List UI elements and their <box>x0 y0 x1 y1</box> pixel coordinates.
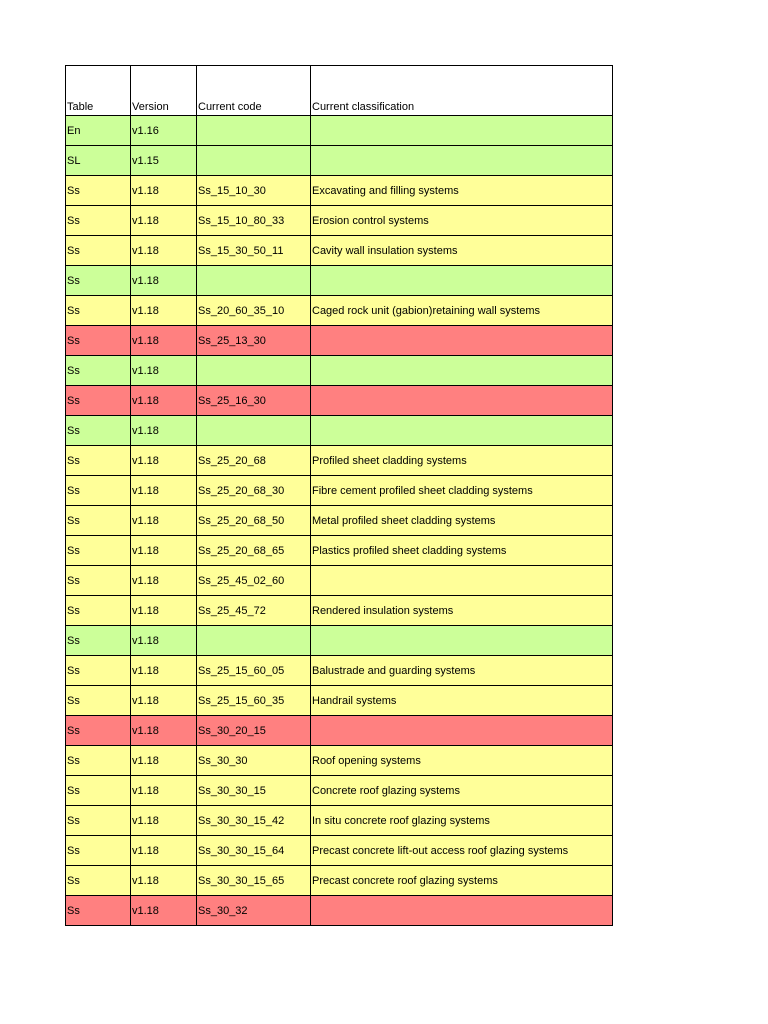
table-row <box>66 416 613 446</box>
cell-version[interactable]: v1.18 <box>131 386 197 416</box>
cell-table[interactable]: SL <box>66 146 131 176</box>
cell-current-classification[interactable] <box>311 116 613 146</box>
table-row <box>66 566 613 596</box>
cell-current-classification[interactable]: Fibre cement profiled sheet cladding systems <box>311 476 613 506</box>
table-row <box>66 686 613 716</box>
cell-table[interactable]: Ss <box>66 356 131 386</box>
header-current-code[interactable]: Current code <box>197 66 311 116</box>
table-row <box>66 386 613 416</box>
cell-current-code[interactable]: Ss_30_30_15_64 <box>197 836 311 866</box>
cell-version[interactable]: v1.15 <box>131 146 197 176</box>
table-row <box>66 866 613 896</box>
cell-version[interactable]: v1.18 <box>131 866 197 896</box>
cell-current-code[interactable]: Ss_25_20_68 <box>197 446 311 476</box>
cell-version[interactable]: v1.18 <box>131 416 197 446</box>
cell-current-classification[interactable]: Roof opening systems <box>311 746 613 776</box>
cell-current-classification[interactable]: Precast concrete roof glazing systems <box>311 866 613 896</box>
cell-table[interactable]: Ss <box>66 206 131 236</box>
cell-version[interactable]: v1.18 <box>131 356 197 386</box>
cell-table[interactable]: Ss <box>66 296 131 326</box>
cell-current-code[interactable]: Ss_20_60_35_10 <box>197 296 311 326</box>
table-body <box>66 116 613 926</box>
cell-current-code[interactable] <box>197 626 311 656</box>
cell-current-classification[interactable] <box>311 326 613 356</box>
cell-current-code[interactable]: Ss_15_10_80_33 <box>197 206 311 236</box>
cell-version[interactable]: v1.18 <box>131 326 197 356</box>
cell-table[interactable]: Ss <box>66 386 131 416</box>
cell-table[interactable]: Ss <box>66 626 131 656</box>
cell-table[interactable]: Ss <box>66 236 131 266</box>
cell-table[interactable]: Ss <box>66 416 131 446</box>
table-row <box>66 536 613 566</box>
cell-current-classification[interactable]: Plastics profiled sheet cladding systems <box>311 536 613 566</box>
cell-current-classification[interactable]: Excavating and filling systems <box>311 176 613 206</box>
cell-current-classification[interactable]: In situ concrete roof glazing systems <box>311 806 613 836</box>
cell-current-classification[interactable] <box>311 266 613 296</box>
cell-version[interactable]: v1.18 <box>131 296 197 326</box>
cell-current-classification[interactable] <box>311 146 613 176</box>
cell-table[interactable]: Ss <box>66 266 131 296</box>
cell-version[interactable]: v1.18 <box>131 446 197 476</box>
cell-current-code[interactable] <box>197 416 311 446</box>
cell-table[interactable]: Ss <box>66 566 131 596</box>
cell-table[interactable]: Ss <box>66 746 131 776</box>
table-row <box>66 626 613 656</box>
header-row <box>66 66 613 116</box>
cell-version[interactable]: v1.18 <box>131 656 197 686</box>
cell-version[interactable]: v1.18 <box>131 626 197 656</box>
table-row <box>66 776 613 806</box>
cell-current-code[interactable]: Ss_25_45_02_60 <box>197 566 311 596</box>
cell-version[interactable]: v1.18 <box>131 176 197 206</box>
cell-current-code[interactable] <box>197 266 311 296</box>
cell-current-code[interactable]: Ss_30_30_15 <box>197 776 311 806</box>
cell-current-classification[interactable]: Concrete roof glazing systems <box>311 776 613 806</box>
cell-current-code[interactable]: Ss_25_20_68_30 <box>197 476 311 506</box>
cell-table[interactable]: Ss <box>66 836 131 866</box>
cell-current-classification[interactable] <box>311 356 613 386</box>
cell-current-code[interactable]: Ss_15_10_30 <box>197 176 311 206</box>
cell-table[interactable]: Ss <box>66 656 131 686</box>
cell-current-classification[interactable] <box>311 386 613 416</box>
table-row <box>66 836 613 866</box>
cell-current-classification[interactable]: Caged rock unit (gabion)retaining wall systems <box>311 296 613 326</box>
cell-current-code[interactable] <box>197 356 311 386</box>
cell-table[interactable]: Ss <box>66 506 131 536</box>
cell-version[interactable]: v1.18 <box>131 806 197 836</box>
cell-version[interactable]: v1.18 <box>131 506 197 536</box>
cell-table[interactable]: Ss <box>66 776 131 806</box>
cell-version[interactable]: v1.18 <box>131 836 197 866</box>
cell-current-code[interactable]: Ss_30_20_15 <box>197 716 311 746</box>
cell-table[interactable]: Ss <box>66 176 131 206</box>
cell-current-code[interactable]: Ss_25_13_30 <box>197 326 311 356</box>
cell-current-code[interactable]: Ss_30_30_15_65 <box>197 866 311 896</box>
cell-table[interactable]: Ss <box>66 536 131 566</box>
cell-table[interactable]: Ss <box>66 806 131 836</box>
table-row <box>66 356 613 386</box>
cell-current-classification[interactable]: Handrail systems <box>311 686 613 716</box>
cell-current-classification[interactable] <box>311 626 613 656</box>
cell-current-code[interactable]: Ss_25_16_30 <box>197 386 311 416</box>
table-row <box>66 176 613 206</box>
table-row <box>66 206 613 236</box>
table-row <box>66 806 613 836</box>
cell-version[interactable]: v1.18 <box>131 716 197 746</box>
cell-current-code[interactable] <box>197 116 311 146</box>
table-row <box>66 236 613 266</box>
cell-version[interactable]: v1.18 <box>131 476 197 506</box>
classification-table <box>65 65 613 926</box>
cell-current-classification[interactable]: Profiled sheet cladding systems <box>311 446 613 476</box>
cell-version[interactable]: v1.18 <box>131 536 197 566</box>
table-row <box>66 596 613 626</box>
cell-current-code[interactable]: Ss_25_20_68_65 <box>197 536 311 566</box>
cell-table[interactable]: En <box>66 116 131 146</box>
table-row <box>66 716 613 746</box>
cell-table[interactable]: Ss <box>66 716 131 746</box>
cell-current-code[interactable]: Ss_15_30_50_11 <box>197 236 311 266</box>
cell-current-code[interactable]: Ss_25_15_60_05 <box>197 656 311 686</box>
table-row <box>66 896 613 926</box>
cell-current-classification[interactable] <box>311 716 613 746</box>
cell-version[interactable]: v1.18 <box>131 596 197 626</box>
cell-version[interactable]: v1.18 <box>131 566 197 596</box>
cell-current-classification[interactable]: Cavity wall insulation systems <box>311 236 613 266</box>
cell-version[interactable]: v1.18 <box>131 236 197 266</box>
table-row <box>66 146 613 176</box>
cell-table[interactable]: Ss <box>66 866 131 896</box>
cell-current-code[interactable]: Ss_30_30_15_42 <box>197 806 311 836</box>
cell-version[interactable]: v1.18 <box>131 266 197 296</box>
cell-current-classification[interactable]: Erosion control systems <box>311 206 613 236</box>
cell-current-code[interactable] <box>197 146 311 176</box>
cell-table[interactable]: Ss <box>66 476 131 506</box>
table-row <box>66 266 613 296</box>
table-row <box>66 446 613 476</box>
cell-version[interactable]: v1.18 <box>131 746 197 776</box>
cell-version[interactable]: v1.18 <box>131 686 197 716</box>
cell-table[interactable]: Ss <box>66 596 131 626</box>
table-header <box>66 66 613 116</box>
table-row <box>66 656 613 686</box>
cell-current-code[interactable]: Ss_30_30 <box>197 746 311 776</box>
table-row <box>66 116 613 146</box>
cell-version[interactable]: v1.18 <box>131 776 197 806</box>
cell-current-classification[interactable]: Rendered insulation systems <box>311 596 613 626</box>
header-version[interactable]: Version <box>131 66 197 116</box>
cell-table[interactable]: Ss <box>66 326 131 356</box>
table-row <box>66 506 613 536</box>
cell-current-code[interactable]: Ss_30_32 <box>197 896 311 926</box>
cell-current-code[interactable]: Ss_25_45_72 <box>197 596 311 626</box>
cell-version[interactable]: v1.16 <box>131 116 197 146</box>
cell-table[interactable]: Ss <box>66 686 131 716</box>
table-row <box>66 746 613 776</box>
cell-current-classification[interactable]: Precast concrete lift-out access roof glazing systems <box>311 836 613 866</box>
cell-table[interactable]: Ss <box>66 446 131 476</box>
cell-current-classification[interactable] <box>311 416 613 446</box>
table-row <box>66 296 613 326</box>
cell-current-classification[interactable]: Metal profiled sheet cladding systems <box>311 506 613 536</box>
cell-version[interactable]: v1.18 <box>131 896 197 926</box>
cell-current-code[interactable]: Ss_25_20_68_50 <box>197 506 311 536</box>
cell-current-classification[interactable] <box>311 566 613 596</box>
table-row <box>66 476 613 506</box>
cell-table[interactable]: Ss <box>66 896 131 926</box>
cell-version[interactable]: v1.18 <box>131 206 197 236</box>
table-row <box>66 326 613 356</box>
cell-current-code[interactable]: Ss_25_15_60_35 <box>197 686 311 716</box>
cell-current-classification[interactable] <box>311 896 613 926</box>
cell-current-classification[interactable]: Balustrade and guarding systems <box>311 656 613 686</box>
header-current-classification[interactable]: Current classification <box>311 66 613 116</box>
header-table[interactable]: Table <box>66 66 131 116</box>
